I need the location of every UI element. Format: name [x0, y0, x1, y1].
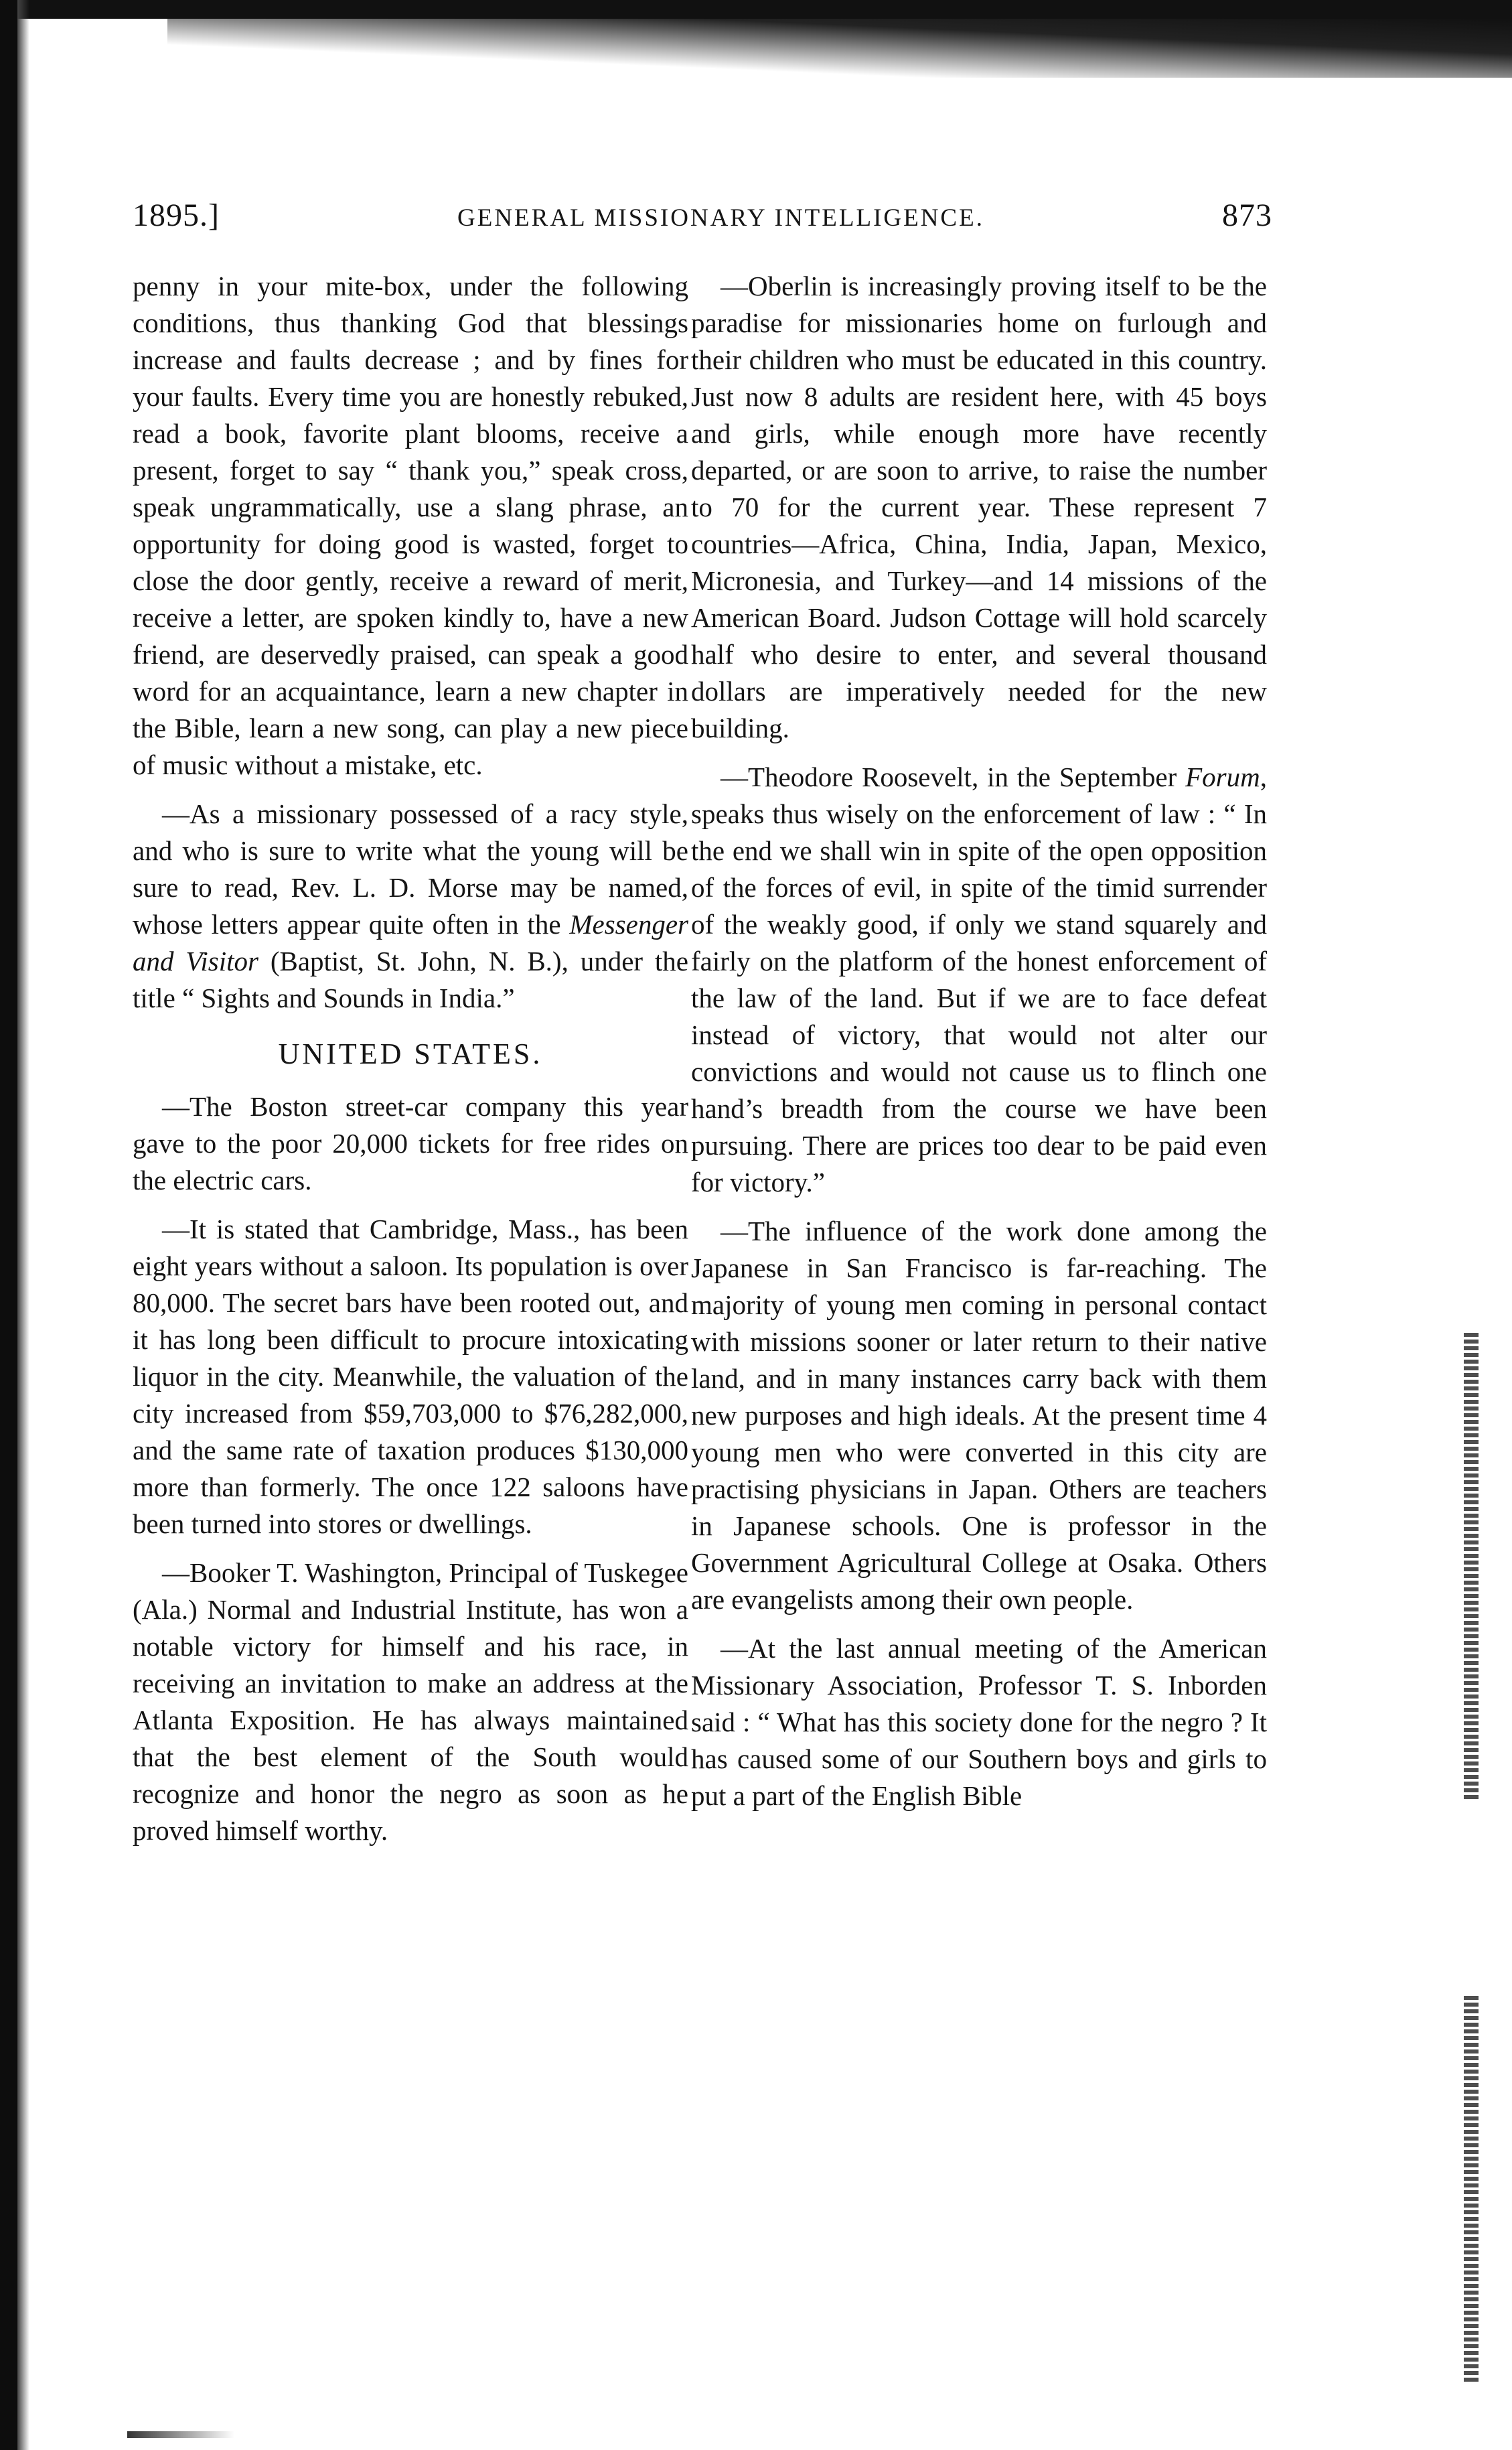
- section-heading: UNITED STATES.: [278, 1037, 543, 1070]
- page-header: [133, 197, 1272, 237]
- paragraph-text: , speaks thus wisely on the enforcement of law : “ In the end we shall win in spite of the open opposition of the forces of evil, in spite of the timid surrender of the weakly good, if only we stand squarely and fairly on the platform of the honest enforcement of the law of the land. But if we are to face defeat instead of victory, that would not alter our convictions and would not cause us to flinch one hand’s breadth from the course we have been pursuing. There are prices too dear to be paid even for victory.”: [691, 762, 1267, 1198]
- running-title: GENERAL MISSIONARY INTELLIGENCE.: [457, 204, 984, 232]
- paragraph-text: —Theodore Roosevelt, in the September: [721, 762, 1186, 792]
- binding-mark-lower: [1464, 1996, 1479, 2384]
- page-number: 873: [1222, 198, 1272, 233]
- paragraph-oberlin: —Oberlin is increasingly proving itself to be the paradise for missionaries home on furlough and their children who must be educated in this country. Just now 8 adults are resident here, with 45 boys and girls, while enough more have recently departed, or are soon to arrive, to raise the number to 70 for the current year. These represent 7 countries—Africa, China, India, Japan, Mexico, Micronesia, and Turkey—and 14 missions of the American Board. Judson Cottage will hold scarcely half who desire to enter, and several thousand dollars are imperatively needed for the new building.: [691, 271, 1267, 743]
- scan-left-shadow: [17, 0, 29, 2450]
- paragraph-missionary-style: [133, 796, 688, 1017]
- publication-title: Forum: [1185, 762, 1260, 792]
- year-label: 1895.]: [133, 198, 220, 233]
- paragraph-roosevelt: [691, 759, 1267, 1201]
- scan-left-edge: [0, 0, 17, 2450]
- scan-bottom-mark: [127, 2431, 234, 2438]
- paragraph-boston: —The Boston street-car company this year gave to the poor 20,000 tickets for free rides on the electric cars.: [133, 1091, 688, 1196]
- binding-mark-upper: [1464, 1333, 1479, 1802]
- paragraph-text: (Baptist, St. John, N. B.), under the title “ Sights and Sounds in India.”: [133, 946, 688, 1013]
- paragraph-missionary-association: —At the last annual meeting of the American Missionary Association, Professor T. S. Inborden said : “ What has this society done for the negro ? It has caused some of our Southern boys and girls to put a part of the English Bible: [691, 1633, 1267, 1811]
- paragraph-san-francisco: —The influence of the work done among the Japanese in San Francisco is far-reaching. The majority of young men coming in personal contact with missions sooner or later return to their native land, and in many instances carry back with them new purposes and high ideals. At the present time 4 young men who were converted in this city are practising physicians in Japan. Others are teachers in Japanese schools. One is professor in the Government Agricultural College at Osaka. Others are evangelists among their own people.: [691, 1216, 1267, 1615]
- paragraph-text: —As a missionary possessed of a racy style, and who is sure to write what the young will be sure to read, Rev. L. D. Morse may be named, whose letters appear quite often in the: [133, 798, 688, 940]
- publication-title: Messenger and Visitor: [133, 909, 688, 977]
- right-column: [691, 268, 1267, 1826]
- left-column: [133, 268, 688, 1861]
- paragraph-mite-box: penny in your mite-box, under the following conditions, thus thanking God that blessings increase and faults decrease ; and by fines for your faults. Every time you are honestly rebuked, read a book, favorite plant blooms, receive a present, forget to say “ thank you,” speak cross, speak ungrammatically, use a slang phrase, an opportunity for doing good is wasted, forget to close the door gently, receive a reward of merit, receive a letter, are spoken kindly to, have a new friend, are deservedly praised, can speak a good word for an acquaintance, learn a new chapter in the Bible, learn a new song, can play a new piece of music without a mistake, etc.: [133, 271, 688, 780]
- paragraph-booker-washington: —Booker T. Washington, Principal of Tuskegee (Ala.) Normal and Industrial Institute, has won a notable victory for himself and his race, in receiving an invitation to make an address at the Atlanta Exposition. He has always maintained that the best element of the South would recognize and honor the negro as soon as he proved himself worthy.: [133, 1557, 688, 1846]
- scan-top-edge: [0, 0, 1512, 19]
- scan-top-shadow: [167, 19, 1512, 78]
- paragraph-cambridge: —It is stated that Cambridge, Mass., has been eight years without a saloon. Its population is over 80,000. The secret bars have been rooted out, and it has long been difficult to procure intoxicating liquor in the city. Meanwhile, the valuation of the city increased from $59,703,000 to $76,282,000, and the same rate of taxation produces $130,000 more than formerly. The once 122 saloons have been turned into stores or dwellings.: [133, 1214, 688, 1539]
